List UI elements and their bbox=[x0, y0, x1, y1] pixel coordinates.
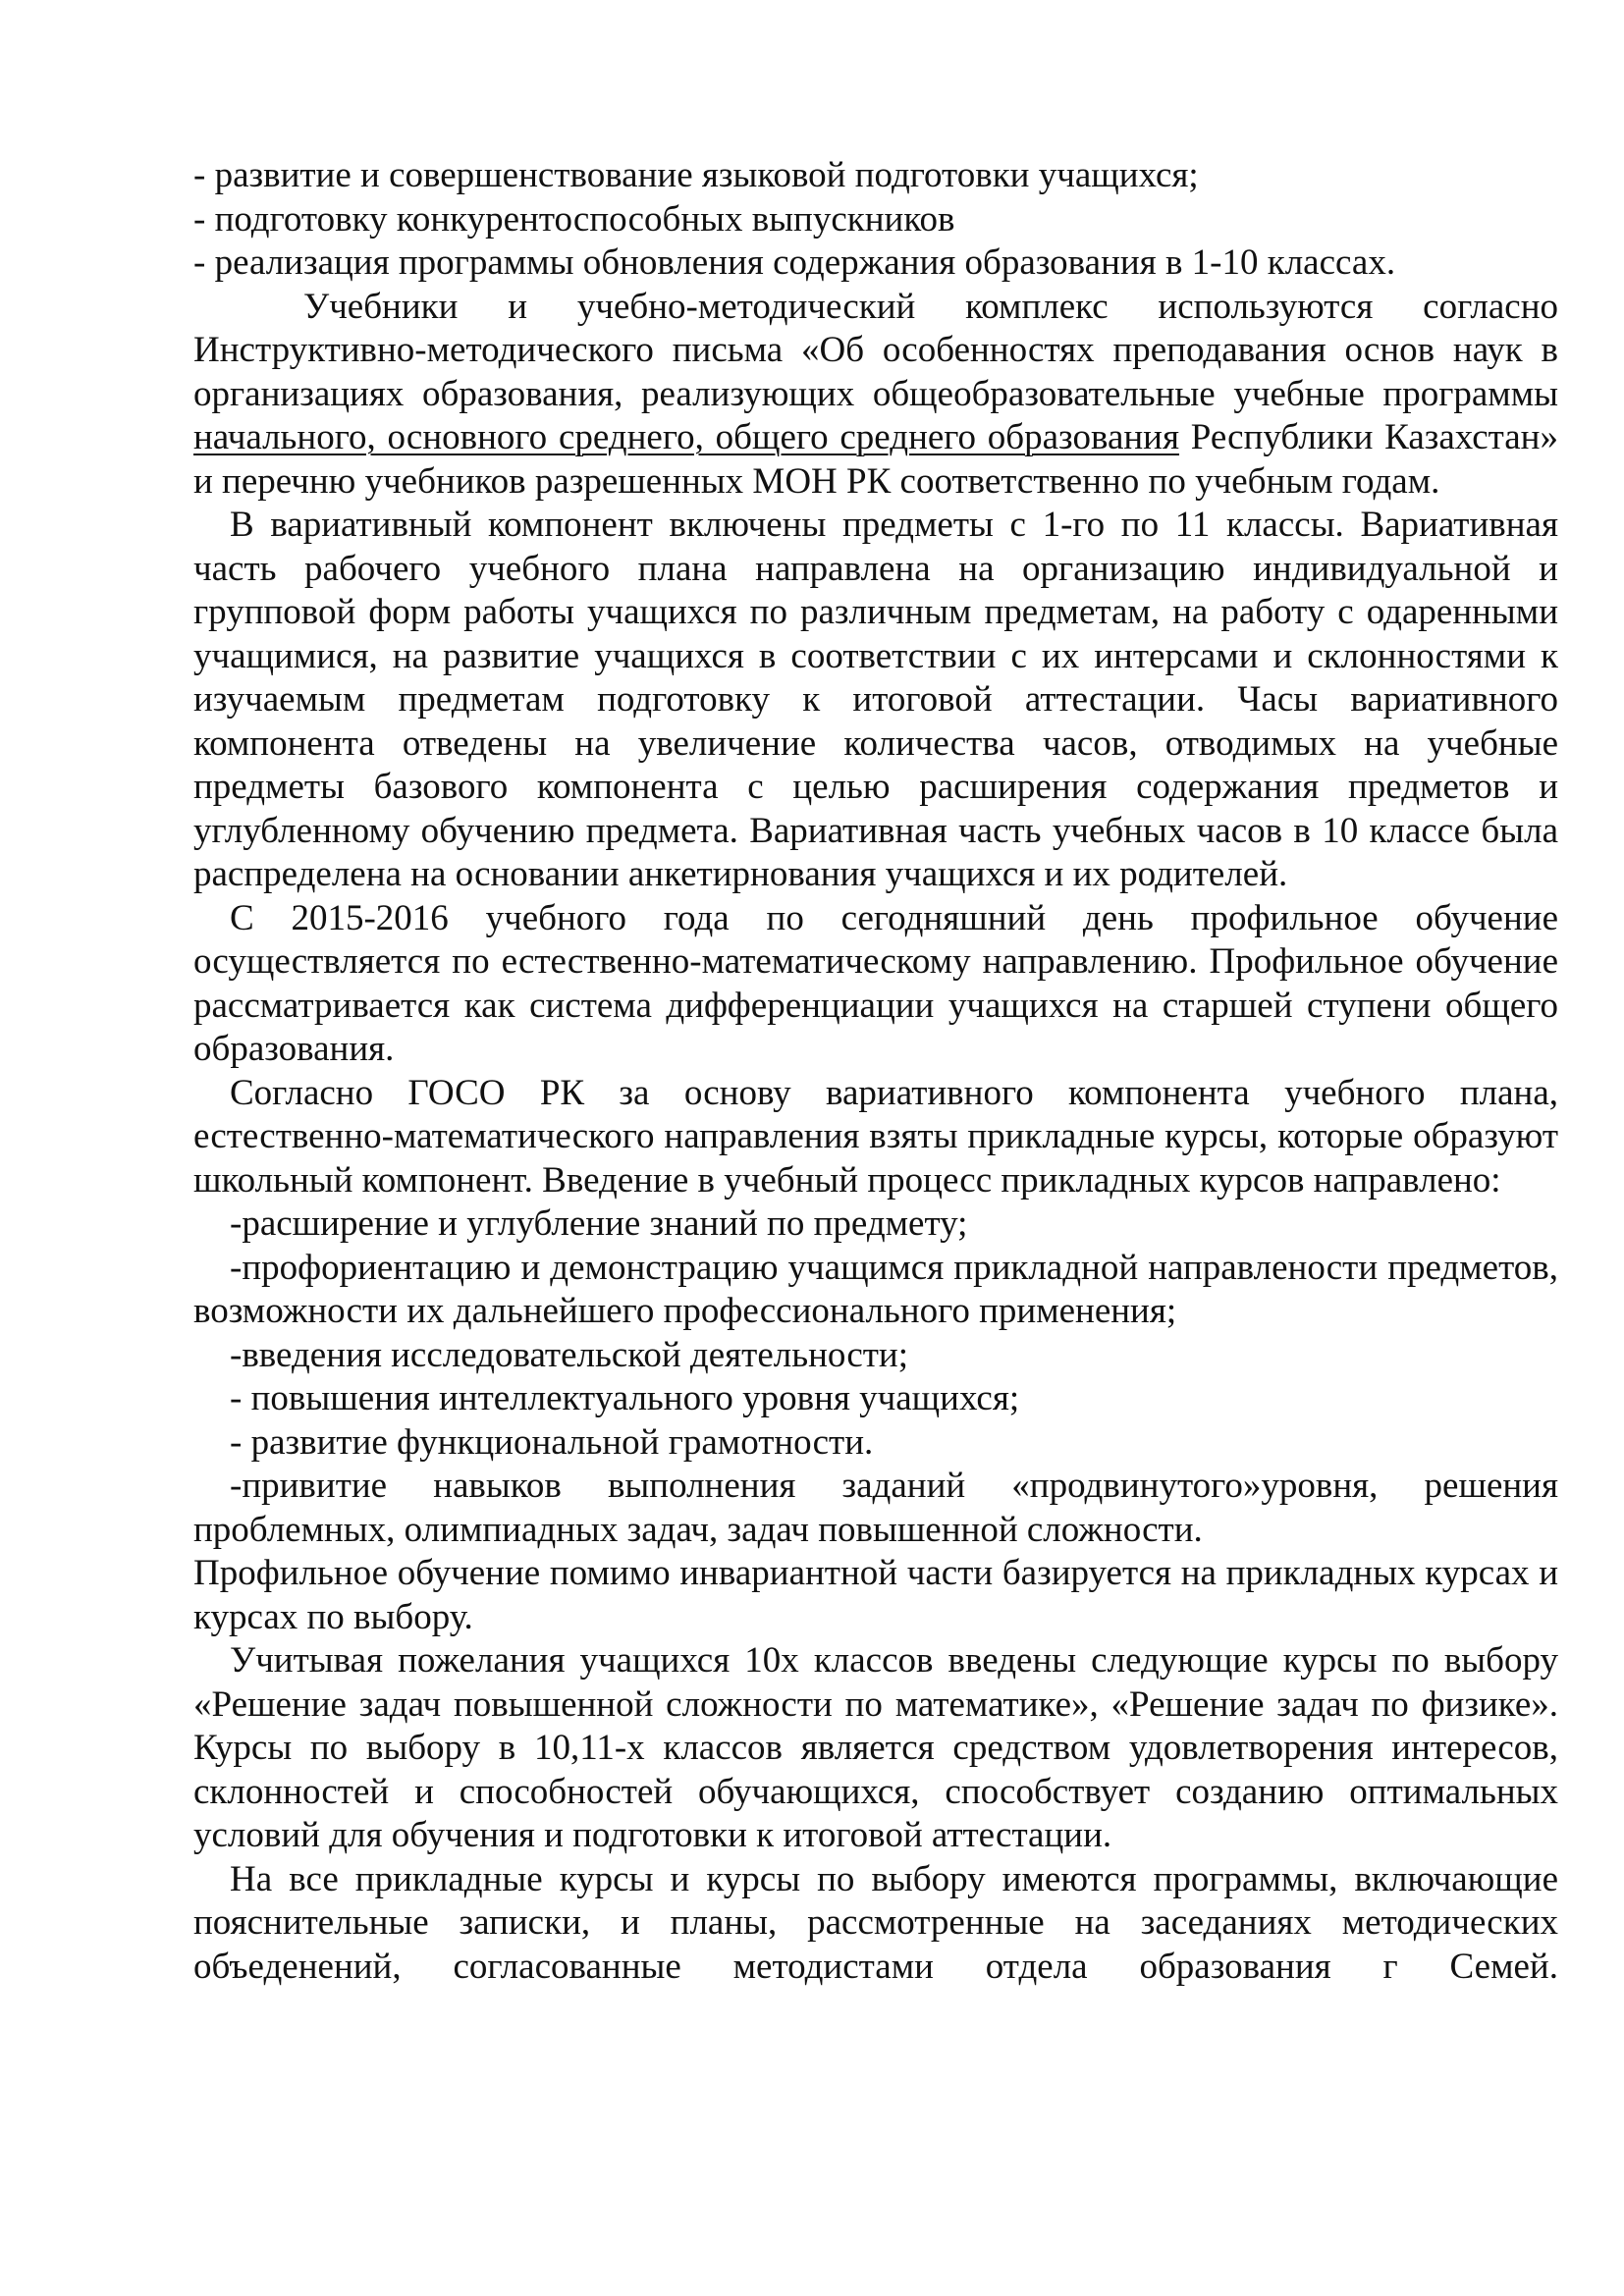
profile-paragraph: С 2015-2016 учебного года по сегодняшний день профильное обучение осуществляется по естественно-математическому направлению. Профильное обучение рассматривается как система дифференциации учащихся на старшей ступени общего образования. bbox=[193, 897, 1558, 1069]
document-page bbox=[193, 154, 1558, 1989]
programs-paragraph: На все прикладные курсы и курсы по выбору имеются программы, включающие пояснительные записки, и планы, рассмотренные на заседаниях методических объеденений, согласованные методистами отдела образования г Семей. bbox=[193, 1858, 1558, 1987]
profile-basis-paragraph: Профильное обучение помимо инвариантной части базируется на прикладных курсах и курсах по выбору. bbox=[193, 1553, 1558, 1637]
textbooks-text-end: Республики Казахстан» и перечню учебников разрешенных МОН РК соответственно по учебным годам. bbox=[193, 417, 1558, 502]
goal-item-1: -расширение и углубление знаний по предмету; bbox=[230, 1203, 968, 1244]
textbooks-paragraph bbox=[193, 286, 1558, 505]
goal-item-2: -профориентацию и демонстрацию учащимся прикладной направлености предметов, возможности их дальнейшего профессионального применения; bbox=[193, 1247, 1558, 1331]
intro-item-3: - реализация программы обновления содержания образования в 1-10 классах. bbox=[193, 242, 1396, 283]
goal-item-6: -привитие навыков выполнения заданий «продвинутого»уровня, решения проблемных, олимпиадных задач, задач повышенной сложности. bbox=[193, 1466, 1558, 1550]
variative-paragraph: В вариативный компонент включены предметы с 1-го по 11 классы. Вариативная часть рабочего учебного плана направлена на организацию индивидуальной и групповой форм работы учащихся по различным предметам, на работу с одаренными учащимися, на развитие учащихся в соответствии с их интерсами и склонностями к изучаемым предметам подготовку к итоговой аттестации. Часы вариативного компонента отведены на увеличение количества часов, отводимых на учебные предметы базового компонента с целью расширения содержания предметов и углубленному обучению предмета. Вариативная часть учебных часов в 10 классе была распределена на основании анкетирнования учащихся и их родителей. bbox=[193, 505, 1558, 894]
goso-paragraph: Согласно ГОСО РК за основу вариативного компонента учебного плана, естественно-математического направления взяты прикладные курсы, которые образуют школьный компонент. Введение в учебный процесс прикладных курсов направлено: bbox=[193, 1072, 1558, 1201]
goal-item-5: - развитие функциональной грамотности. bbox=[230, 1421, 874, 1463]
intro-item-1: - развитие и совершенствование языковой подготовки учащихся; bbox=[193, 155, 1199, 195]
goal-item-4: - повышения интеллектуального уровня учащихся; bbox=[230, 1378, 1020, 1418]
textbooks-underlined-text: начального, основного среднего, общего среднего образования bbox=[193, 417, 1179, 457]
wishes-paragraph: Учитывая пожелания учащихся 10х классов введены следующие курсы по выбору «Решение задач повышенной сложности по математике», «Решение задач по физике». Курсы по выбору в 10,11-х классов является средством удовлетворения интересов, склонностей и способностей обучающихся, способствует созданию оптимальных условий для обучения и подготовки к итоговой аттестации. bbox=[193, 1640, 1558, 1855]
textbooks-text-start: Учебники и учебно-методический комплекс используются согласно Инструктивно-методического письма «Об особенностях преподавания основ наук в организациях образования, реализующих общеобразовательные учебные программы bbox=[193, 286, 1558, 414]
intro-item-2: - подготовку конкурентоспособных выпускников bbox=[193, 198, 955, 240]
goal-item-3: -введения исследовательской деятельности; bbox=[230, 1334, 909, 1375]
